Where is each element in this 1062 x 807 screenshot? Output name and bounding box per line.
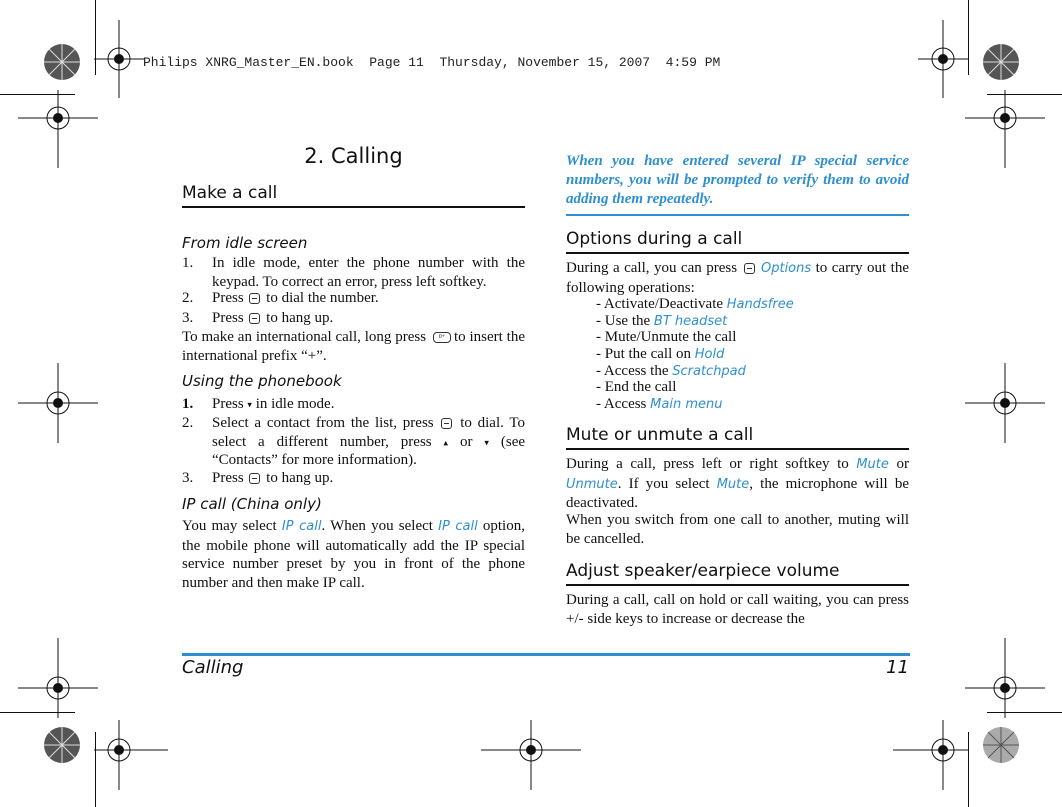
operation-item xyxy=(596,329,916,347)
operation-item xyxy=(596,396,916,414)
softkey-icon xyxy=(744,263,755,274)
paragraph-international xyxy=(182,328,525,365)
list-text: Press xyxy=(212,290,244,306)
call-key-icon xyxy=(249,293,260,304)
list-number: 1. xyxy=(182,255,194,271)
section-heading-make-call: Make a call xyxy=(182,183,525,208)
list-text: to dial. xyxy=(460,415,504,431)
footer-title: Calling xyxy=(182,657,244,678)
text: During a call, you can press xyxy=(566,260,738,276)
chapter-title: 2. Calling xyxy=(304,144,403,168)
page-number: 11 xyxy=(886,657,909,678)
list-text: (see “Contacts” for more information). xyxy=(212,433,526,469)
menu-link: Main menu xyxy=(650,397,723,412)
list-item xyxy=(182,469,525,488)
text: - Access the xyxy=(596,363,673,379)
list-number: 3. xyxy=(182,310,194,326)
list-text: In idle mode, enter the phone number with the keypad. To correct an error, press left softkey. xyxy=(212,255,525,290)
paragraph-options xyxy=(566,259,909,297)
menu-link: Handsfree xyxy=(726,297,794,312)
list-number: 1. xyxy=(182,396,194,412)
up-arrow-icon: ▴ xyxy=(443,436,449,447)
operation-item xyxy=(596,379,916,397)
list-text: in idle mode. xyxy=(255,396,335,412)
list-item xyxy=(182,309,525,328)
text: to carry out the following operations: xyxy=(566,260,909,296)
menu-link-options: Options xyxy=(760,261,812,276)
paragraph-mute-switch: When you switch from one call to another, muting will be cancelled. xyxy=(566,512,909,547)
text: - Activate/Deactivate xyxy=(596,296,727,312)
text: During a call, press left or right softkey to xyxy=(566,456,849,472)
menu-link: Scratchpad xyxy=(672,364,746,379)
text: - Use the xyxy=(596,313,654,329)
list-text: to dial the number. xyxy=(266,290,379,306)
subheading-idle: From idle screen xyxy=(182,234,308,252)
text: to insert the international prefix “+”. xyxy=(182,329,525,364)
paragraph-volume: During a call, call on hold or call waiting, you can press +/- side keys to increase or decrease the xyxy=(566,592,909,627)
text: To make an international call, long press xyxy=(182,329,427,345)
text: . When you select xyxy=(321,518,433,534)
list-text: Press xyxy=(212,470,244,486)
list-item xyxy=(182,289,525,308)
menu-link: BT headset xyxy=(653,314,728,329)
text: , the microphone will be deactivated. xyxy=(566,475,910,511)
list-number: 2. xyxy=(182,415,194,431)
footer-rule xyxy=(182,653,910,656)
text: You may select xyxy=(182,518,277,534)
zero-key-icon: 0+ xyxy=(433,332,451,343)
section-heading-options: Options during a call xyxy=(566,229,909,254)
menu-link-mute: Mute xyxy=(856,457,889,472)
list-item xyxy=(182,414,525,470)
list-item xyxy=(182,395,525,414)
down-arrow-icon: ▾ xyxy=(247,399,252,410)
menu-link-ip-call: IP call xyxy=(438,519,478,534)
list-number: 3. xyxy=(182,470,194,486)
menu-link-ip-call: IP call xyxy=(281,519,322,534)
text: or xyxy=(896,456,909,472)
menu-link-unmute: Unmute xyxy=(566,476,618,492)
text: - End the call xyxy=(596,379,677,395)
section-heading-volume: Adjust speaker/earpiece volume xyxy=(566,561,909,586)
list-item xyxy=(182,254,525,292)
paragraph-ip-call xyxy=(182,517,525,592)
paragraph-mute xyxy=(566,455,909,513)
list-text: Select a contact from the list, press xyxy=(212,415,434,431)
print-header: Philips XNRG_Master_EN.book Page 11 Thursday, November 15, 2007 4:59 PM xyxy=(143,55,721,70)
list-text: to hang up. xyxy=(266,470,334,486)
text: . If you select xyxy=(617,475,710,492)
end-key-icon xyxy=(249,313,260,324)
text: option, the mobile phone will automatically add the IP special service number preset by you in front of the phone number and then make IP call. xyxy=(182,518,525,591)
text: - Access xyxy=(596,396,651,412)
list-text: Press xyxy=(212,396,244,412)
text: - Mute/Unmute the call xyxy=(596,329,737,345)
list-text: Press xyxy=(212,310,244,326)
call-key-icon xyxy=(441,418,452,429)
menu-link-mute: Mute xyxy=(716,476,750,492)
subheading-ip-call: IP call (China only) xyxy=(182,495,322,513)
menu-link: Hold xyxy=(694,347,725,362)
text: - Put the call on xyxy=(596,346,695,362)
operation-item xyxy=(596,346,916,364)
down-arrow-icon: ▾ xyxy=(484,436,489,447)
section-heading-mute: Mute or unmute a call xyxy=(566,425,909,450)
note-box: When you have entered several IP special service numbers, you will be prompted to verify them to avoid adding them repeatedly. xyxy=(566,152,909,216)
list-number: 2. xyxy=(182,290,194,306)
list-text: or xyxy=(460,433,473,450)
end-key-icon xyxy=(249,473,260,484)
list-text: To select a different number, press xyxy=(212,415,526,450)
operation-item xyxy=(596,296,916,314)
subheading-phonebook: Using the phonebook xyxy=(182,372,342,390)
list-text: to hang up. xyxy=(266,310,334,326)
